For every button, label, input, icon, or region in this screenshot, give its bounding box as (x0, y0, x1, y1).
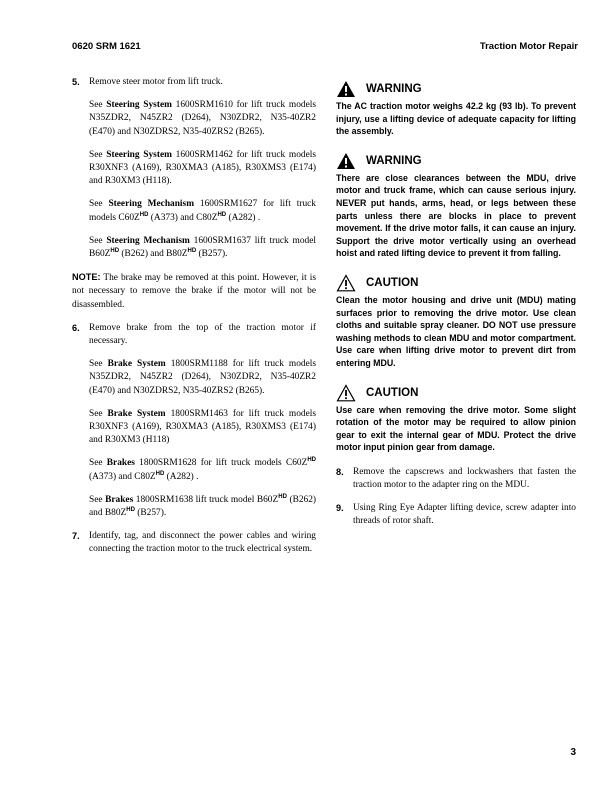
caution-text: Clean the motor housing and drive unit (MDU) mating surfaces prior to removing the drive motor. Use clean cloths and suitable spray cleaner. DO NOT use pressure washing methods to clean MDU and motor compartment. Use care when lifting drive motor to prevent dirt from entering MDU. (336, 294, 576, 368)
step-9 (336, 502, 576, 528)
step-number: 6. (72, 322, 80, 333)
warning-label: WARNING (366, 154, 422, 167)
step-5 (72, 76, 316, 89)
step-number: 5. (72, 77, 80, 87)
caution-heading (336, 272, 576, 294)
right-column (336, 76, 576, 539)
step-number: 8. (336, 466, 344, 477)
step-text: Remove the capscrews and lockwashers that fasten the traction motor to the adapter ring on the MDU. (353, 466, 576, 491)
step-6 (72, 322, 316, 348)
step-8 (336, 466, 576, 492)
step-text: Remove brake from the top of the traction motor if necessary. (89, 322, 316, 347)
note (72, 271, 316, 312)
warning-text: There are close clearances between the MDU, drive motor and truck frame, which can cause serious injury. NEVER put hands, arms, head, or legs between these parts unless there are blocks in place to prevent movement. If the drive motor falls, it can cause an injury. Support the drive motor vertically using an overhead hoist and rated lifting device to prevent it from falling. (336, 172, 576, 259)
step-text: Identify, tag, and disconnect the power cables and wiring connecting the traction motor to the truck electrical system. (89, 531, 316, 555)
step-number: 9. (336, 503, 344, 514)
caution-label: CAUTION (366, 386, 419, 399)
caution-icon (336, 274, 356, 292)
step-number: 7. (72, 531, 80, 542)
caution-text: Use care when removing the drive motor. Some slight rotation of the motor may be required to allow pinion gear to exit the internal gear of MDU. Protect the drive motor input pinion gear from damage. (336, 404, 576, 453)
warning-icon (336, 152, 356, 170)
page-number: 3 (570, 747, 576, 758)
step-7 (72, 530, 316, 556)
warning-heading (336, 78, 576, 100)
caution-icon (336, 384, 356, 402)
warning-icon (336, 80, 356, 98)
caution-label: CAUTION (366, 276, 419, 289)
reference: See Brake System 1800SRM1463 for lift truck models R30XNF3 (A169), R30XMA3 (A185), R30XMS3 (E174) and R30XM3 (H118) (89, 408, 316, 446)
note-text: The brake may be removed at this point. However, it is not necessary to remove the brake if the motor will not be disassembled. (72, 273, 316, 310)
warning-label: WARNING (366, 83, 422, 95)
doc-id: 0620 SRM 1621 (72, 41, 141, 52)
reference: See Steering System 1600SRM1610 for lift truck models N35ZDR2, N45ZR2 (D264), N30ZDR2, N35-40ZR2 (E470) and N30ZDRS2, N35-40ZRS2 (B265). (89, 100, 317, 137)
warning-text: The AC traction motor weighs 42.2 kg (93 lb). To prevent injury, use a lifting device of adequate capacity for lifting the assembly. (336, 101, 576, 137)
caution-heading (336, 382, 576, 404)
reference: See Steering Mechanism 1600SRM1627 for lift truck models $C60Z^{HD}$ (A373) and $C80Z^{HD}$ (A282) . (89, 199, 316, 223)
reference: See Steering System 1600SRM1462 for lift truck models R30XNF3 (A169), R30XMA3 (A185), R30XMS3 (E174) and R30XM3 (H118). (89, 149, 317, 187)
step-text: Using Ring Eye Adapter lifting device, screw adapter into threads of rotor shaft. (353, 503, 576, 527)
note-label: NOTE: (72, 272, 101, 283)
warning-heading (336, 150, 576, 172)
reference: See Brakes 1800SRM1628 for lift truck models $C60Z^{HD}$ (A373) and $C80Z^{HD}$ (A282) . (89, 457, 316, 482)
step-text: Remove steer motor from lift truck. (89, 77, 223, 87)
reference: See Steering Mechanism 1600SRM1637 lift truck model $B60Z^{HD}$ (B262) and $B80Z^{HD}$ (B257). (89, 235, 316, 260)
section-title: Traction Motor Repair (479, 41, 578, 52)
left-column (72, 76, 316, 567)
reference: See Brake System 1800SRM1188 for lift truck models N35ZDR2, N45ZR2 (D264), N30ZDR2, N35-40ZR2 (E470) and N30ZDRS2, N35-40ZRS2 (B265). (89, 359, 316, 396)
reference: See Brakes 1800SRM1638 lift truck model $B60Z^{HD}$ (B262) and $B80Z^{HD}$ (B257). (89, 493, 317, 519)
